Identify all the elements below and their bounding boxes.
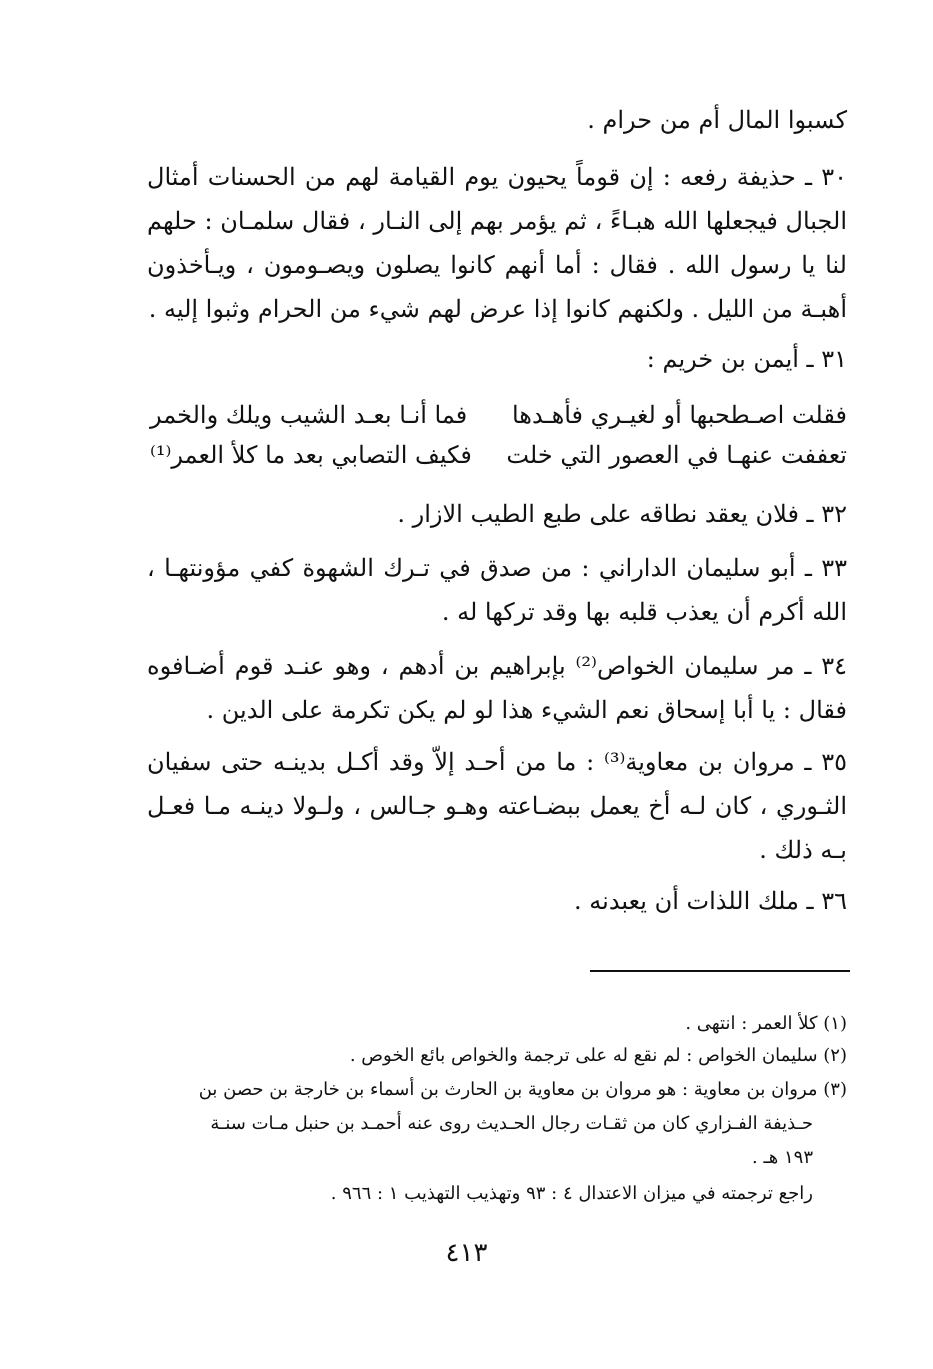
verse-2-first-hemistich: تعففت عنهـا في العصور التي خلت <box>506 441 847 469</box>
verse-1-first-hemistich: فقلت اصـطحبها أو لغيـري فأهـدها <box>511 401 847 429</box>
paragraph-31-heading: ٣١ ـ أيمن بن خريم : <box>646 345 847 373</box>
footnote-2: (٢) سليمان الخواص : لم نقع له على ترجمة والخواص بائع الخوص . <box>349 1045 847 1066</box>
footnote-1: (١) كلأ العمر : انتهى . <box>685 1013 847 1034</box>
intro-line: كسبوا المال أم من حرام . <box>587 106 847 134</box>
footnote-3-line-4: راجع ترجمته في ميزان الاعتدال ٤ : ٩٣ وتهذيب التهذيب ١ : ٩٦٦ . <box>330 1183 813 1204</box>
paragraph-32: ٣٢ ـ فلان يعقد نطاقه على طبع الطيب الازار . <box>397 500 847 528</box>
paragraph-34: ٣٤ ـ مر سليمان الخواص⁽²⁾ بإبراهيم بن أدهم ، وهو عنـد قوم أضـافوه فقال : يا أبا إسحاق نعم الشيء هذا لو لم يكن تكرمة على الدين . <box>147 652 848 724</box>
footnote-separator <box>590 970 850 972</box>
footnote-3-line-3: ١٩٣ هـ . <box>752 1147 813 1168</box>
paragraph-30: ٣٠ ـ حذيفة رفعه : إن قوماً يحيون يوم القيامة لهم من الحسنات أمثال الجبال فيجعلها الله هبـاءً ، ثم يؤمر بهم إلى النـار ، فقال سلمـان : حلهم لنا يا رسول الله . فقال : أما أنهم كانوا يصلون ويصـومون ، ويـأخذون أهبـة من الليل . ولكنهم كانوا إذا عرض لهم شيء من الحرام وثبوا إليه . <box>147 163 848 323</box>
verse-2-second-hemistich: فكيف التصابي بعد ما كلأ العمر⁽¹⁾ <box>150 441 472 469</box>
verse-1-second-hemistich: فما أنـا بعـد الشيب ويلك والخمر <box>150 401 468 429</box>
paragraph-33: ٣٣ ـ أبو سليمان الداراني : من صدق في تـرك الشهوة كفي مؤونتهـا ، الله أكرم أن يعذب قلبه بها وقد تركها له . <box>147 554 847 626</box>
footnote-3-line-2: حـذيفة الفـزاري كان من ثقـات رجال الحـديث روى عنه أحمـد بن حنبل مـات سنـة <box>210 1113 813 1134</box>
paragraph-35: ٣٥ ـ مروان بن معاوية⁽³⁾ : ما من أحـد إلاّ وقد أكـل بدينـه حتى سفيان الثـوري ، كان لـه أخ يعمل ببضـاعته وهـو جـالس ، ولـولا دينـه مـا فعـل بـه ذلك . <box>147 748 847 864</box>
page-number: ٤١٣ <box>445 1238 488 1268</box>
footnote-3-line-1: (٣) مروان بن معاوية : هو مروان بن معاوية بن الحارث بن أسماء بن خارجة بن حصن بن <box>198 1079 847 1100</box>
paragraph-36: ٣٦ ـ ملك اللذات أن يعبدنه . <box>574 887 847 915</box>
